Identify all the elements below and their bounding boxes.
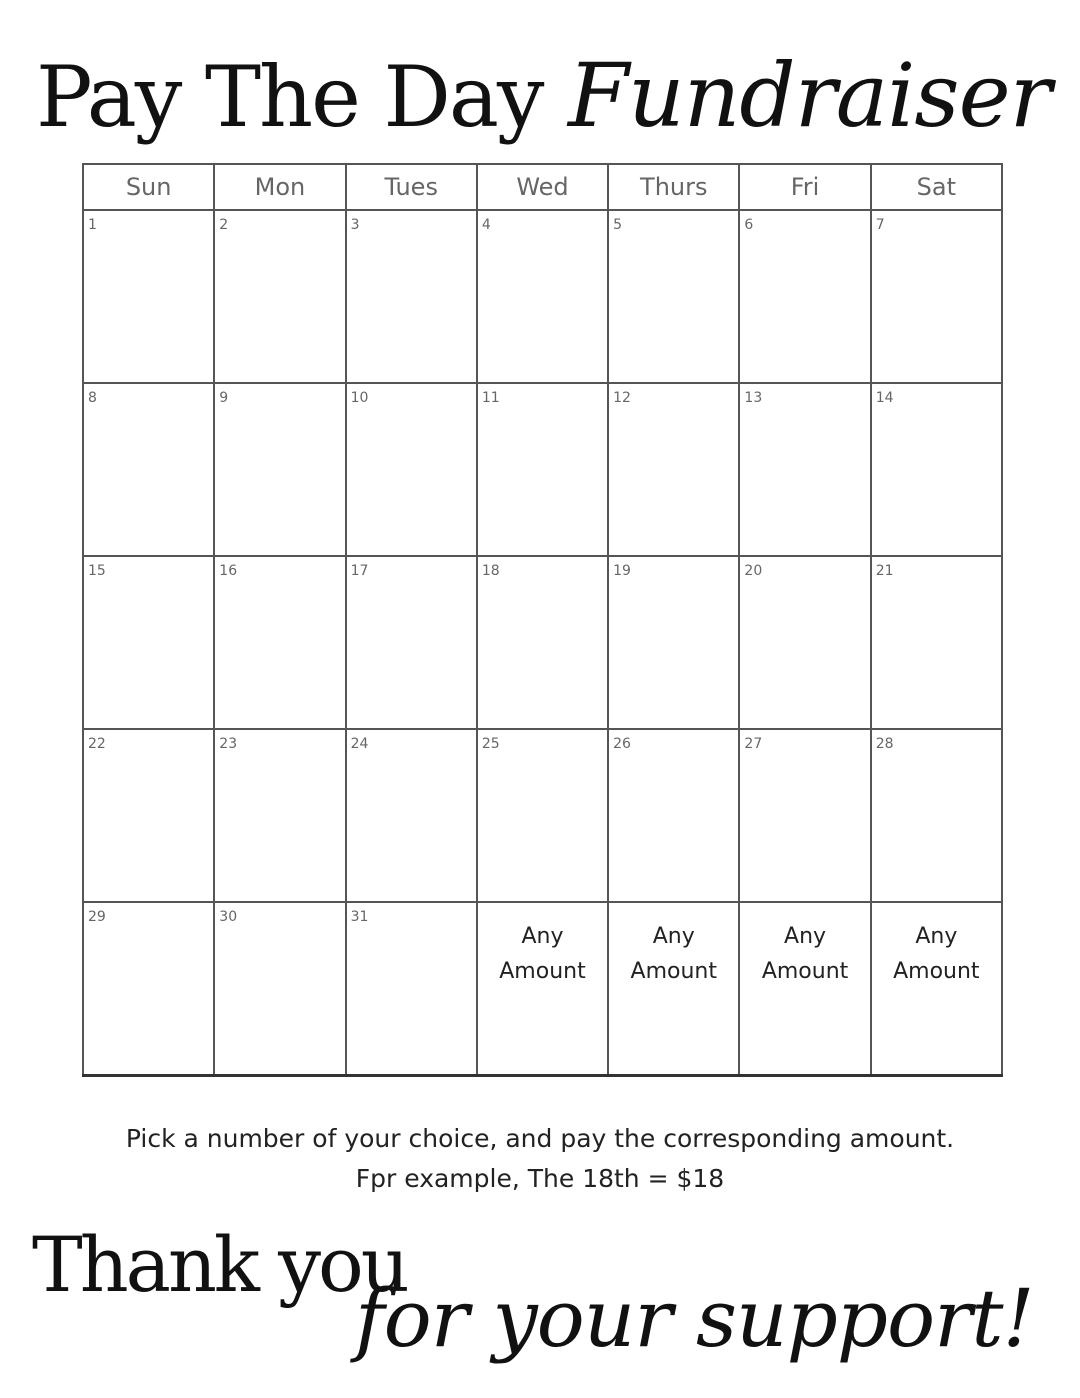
day-cell[interactable] bbox=[214, 210, 345, 383]
day-cell[interactable] bbox=[214, 383, 345, 556]
day-number: 17 bbox=[350, 563, 369, 579]
day-cell[interactable] bbox=[83, 383, 214, 556]
day-cell[interactable] bbox=[214, 902, 345, 1076]
day-number: 27 bbox=[744, 736, 763, 752]
day-number: 20 bbox=[744, 563, 763, 579]
day-cell[interactable] bbox=[871, 556, 1002, 729]
page-title bbox=[36, 40, 1056, 150]
day-number: 19 bbox=[613, 563, 631, 579]
day-number: 10 bbox=[350, 390, 369, 406]
day-cell[interactable] bbox=[83, 902, 214, 1076]
day-cell[interactable] bbox=[477, 556, 608, 729]
day-number: 8 bbox=[88, 390, 97, 406]
title-plain-text: Pay The Day bbox=[36, 48, 543, 146]
week-row bbox=[83, 210, 1002, 383]
week-row bbox=[83, 729, 1002, 902]
any-amount-line1: Any bbox=[915, 924, 958, 949]
day-number: 2 bbox=[219, 217, 229, 233]
day-cell[interactable] bbox=[739, 556, 870, 729]
weekday-thurs: Thurs bbox=[608, 164, 739, 210]
day-number: 28 bbox=[875, 736, 894, 752]
day-cell[interactable] bbox=[477, 210, 608, 383]
weekday-wed: Wed bbox=[477, 164, 608, 210]
day-cell[interactable] bbox=[739, 210, 870, 383]
week-row bbox=[83, 556, 1002, 729]
day-number: 11 bbox=[481, 390, 500, 406]
day-cell[interactable] bbox=[83, 729, 214, 902]
instructions-line1: Pick a number of your choice, and pay the corresponding amount. bbox=[125, 1124, 955, 1153]
week-row bbox=[83, 902, 1002, 1076]
day-number: 24 bbox=[350, 736, 369, 752]
day-cell[interactable] bbox=[214, 729, 345, 902]
any-amount-line2: Amount bbox=[761, 959, 849, 984]
any-amount-line1: Any bbox=[784, 924, 827, 949]
support-script-text: for your support! bbox=[355, 1272, 1034, 1365]
any-amount-cell[interactable] bbox=[739, 902, 870, 1076]
day-number: 22 bbox=[88, 736, 106, 752]
day-number: 16 bbox=[219, 563, 238, 579]
day-cell[interactable] bbox=[608, 729, 739, 902]
day-number: 9 bbox=[219, 390, 229, 406]
day-cell[interactable] bbox=[346, 729, 477, 902]
any-amount-line1: Any bbox=[652, 924, 695, 949]
weekday-tues: Tues bbox=[346, 164, 477, 210]
any-amount-label bbox=[872, 919, 1001, 989]
title-script-text: Fundraiser bbox=[568, 44, 1051, 147]
any-amount-cell[interactable] bbox=[608, 902, 739, 1076]
day-number: 30 bbox=[219, 909, 238, 925]
day-cell[interactable] bbox=[83, 556, 214, 729]
day-cell[interactable] bbox=[739, 383, 870, 556]
day-number: 26 bbox=[613, 736, 631, 752]
day-number: 4 bbox=[481, 217, 491, 233]
any-amount-cell[interactable] bbox=[477, 902, 608, 1076]
day-number: 25 bbox=[481, 736, 500, 752]
day-cell[interactable] bbox=[608, 556, 739, 729]
day-cell[interactable] bbox=[871, 729, 1002, 902]
any-amount-line2: Amount bbox=[630, 959, 717, 984]
day-number: 29 bbox=[88, 909, 106, 925]
weekday-mon: Mon bbox=[214, 164, 345, 210]
any-amount-line2: Amount bbox=[893, 959, 980, 984]
instructions-line2: Fpr example, The 18th = $18 bbox=[355, 1164, 725, 1193]
day-cell[interactable] bbox=[346, 902, 477, 1076]
day-number: 23 bbox=[219, 736, 238, 752]
day-number: 7 bbox=[875, 217, 885, 233]
day-number: 14 bbox=[875, 390, 894, 406]
day-number: 12 bbox=[613, 390, 631, 406]
any-amount-label bbox=[478, 919, 607, 989]
day-cell[interactable] bbox=[83, 210, 214, 383]
day-number: 5 bbox=[613, 217, 623, 233]
day-cell[interactable] bbox=[214, 556, 345, 729]
day-cell[interactable] bbox=[346, 210, 477, 383]
day-number: 21 bbox=[875, 563, 894, 579]
day-number: 13 bbox=[744, 390, 763, 406]
day-number: 1 bbox=[88, 217, 97, 233]
day-number: 31 bbox=[350, 909, 369, 925]
weekday-header-row bbox=[83, 164, 1002, 210]
day-cell[interactable] bbox=[477, 729, 608, 902]
day-cell[interactable] bbox=[871, 210, 1002, 383]
thank-you-heading: Thank you bbox=[32, 1220, 407, 1309]
day-cell[interactable] bbox=[871, 383, 1002, 556]
weekday-sat: Sat bbox=[871, 164, 1002, 210]
day-number: 6 bbox=[744, 217, 754, 233]
day-cell[interactable] bbox=[608, 210, 739, 383]
day-cell[interactable] bbox=[346, 556, 477, 729]
any-amount-label bbox=[609, 919, 738, 989]
any-amount-line2: Amount bbox=[499, 959, 586, 984]
week-row bbox=[83, 383, 1002, 556]
day-cell[interactable] bbox=[608, 383, 739, 556]
weekday-sun: Sun bbox=[83, 164, 214, 210]
day-number: 18 bbox=[481, 563, 500, 579]
day-cell[interactable] bbox=[477, 383, 608, 556]
day-number: 15 bbox=[88, 563, 106, 579]
any-amount-cell[interactable] bbox=[871, 902, 1002, 1076]
weekday-fri: Fri bbox=[739, 164, 870, 210]
any-amount-label bbox=[740, 919, 869, 989]
day-number: 3 bbox=[350, 217, 360, 233]
day-cell[interactable] bbox=[346, 383, 477, 556]
any-amount-line1: Any bbox=[521, 924, 564, 949]
day-cell[interactable] bbox=[739, 729, 870, 902]
calendar-grid bbox=[82, 163, 1003, 1077]
